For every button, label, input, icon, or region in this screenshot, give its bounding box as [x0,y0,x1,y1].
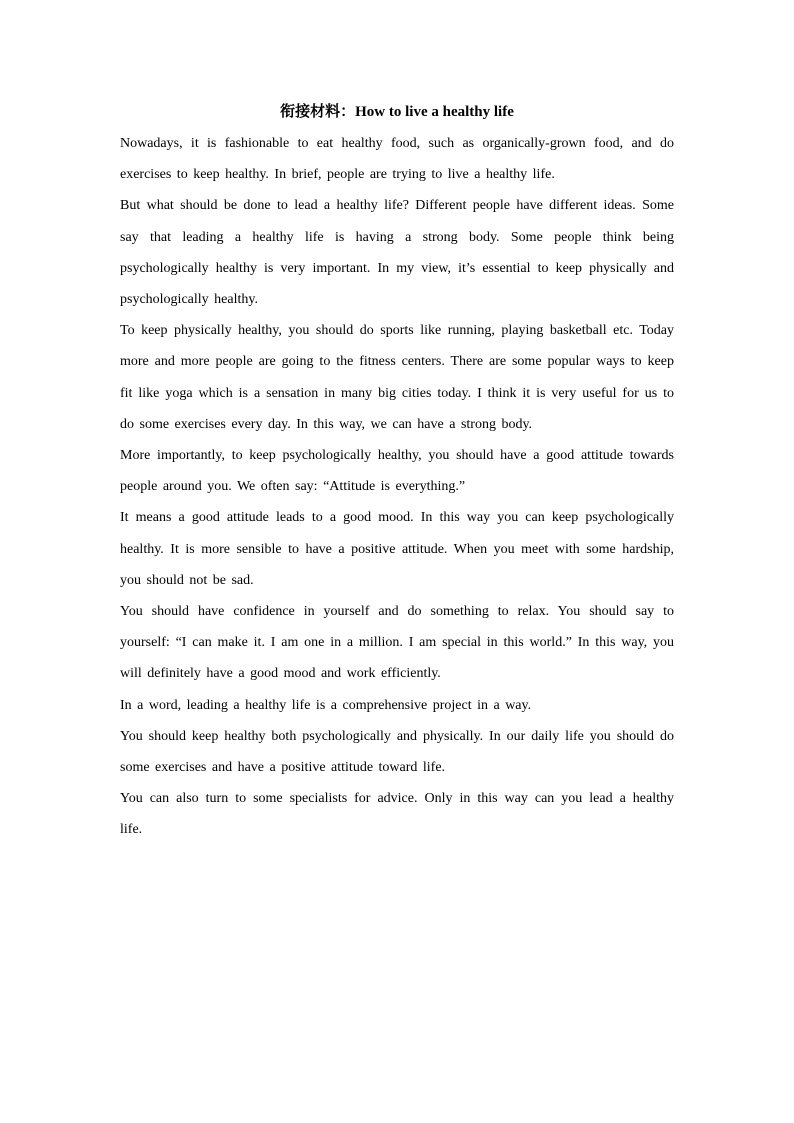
paragraph-advice: You should keep healthy both psychologically and physically. In our daily life you should do some exercises and have a positive attitude toward life. [120,728,674,776]
paragraph-intro: Nowadays, it is fashionable to eat healthy food, such as organically-grown food, and do exercises to keep healthy. In brief, people are trying to live a healthy life. [120,136,674,183]
paragraph-attitude: It means a good attitude leads to a good mood. In this way you can keep psychologically healthy. It is more sensible to have a positive attitude. When you meet with some hardship, you should not be sad. [120,510,674,588]
document-title: 衔接材料：How to live a healthy life [280,104,514,120]
paragraph-summary: In a word, leading a healthy life is a comprehensive project in a way. [120,697,532,713]
paragraph-question: But what should be done to lead a healthy life? Different people have different ideas. Some say that leading a healthy life is having a strong body. Some people think being psychologically healthy is very important. In my view, it’s essential to keep physically and psychologically healthy. [120,198,674,308]
paragraph-conclusion: You can also turn to some specialists for advice. Only in this way can you lead a healthy life. [120,791,674,838]
document-body [120,128,674,846]
paragraph-psychological: More importantly, to keep psychologically healthy, you should have a good attitude towards people around you. We often say: “Attitude is everything.” [120,448,674,495]
paragraph-physical: To keep physically healthy, you should do sports like running, playing basketball etc. Today more and more people are going to the fitness centers. There are some popular ways to keep fit like yoga which is a sensation in many big cities today. I think it is very useful for us to do some exercises every day. In this way, we can have a strong body. [120,323,674,432]
paragraph-confidence: You should have confidence in yourself and do something to relax. You should say to yourself: “I can make it. I am one in a million. I am special in this world.” In this way, you will definitely have a good mood and work efficiently. [120,604,674,682]
